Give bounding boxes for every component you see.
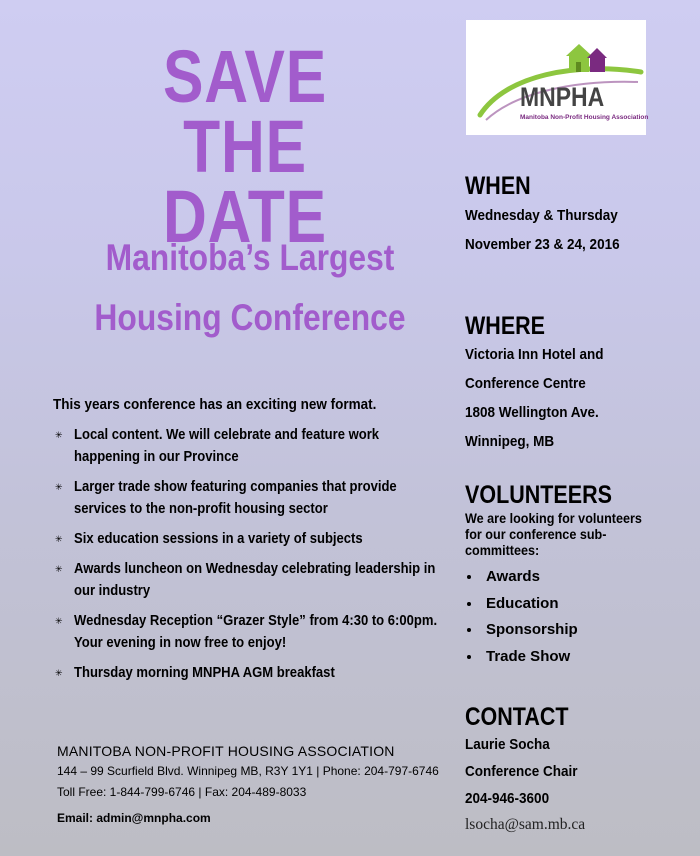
- footer-organization: MANITOBA NON-PROFIT HOUSING ASSOCIATION: [57, 743, 395, 759]
- bullet-icon: [467, 628, 471, 632]
- bullet-icon: [467, 575, 471, 579]
- bullet-icon: [467, 655, 471, 659]
- star-bullet-icon: ✳: [55, 430, 63, 440]
- star-bullet-icon: ✳: [55, 616, 63, 626]
- volunteers-text-2: for our conference sub-: [465, 526, 607, 542]
- list-item: ✳ Six education sessions in a variety of subjects: [55, 531, 363, 547]
- volunteers-section: [465, 481, 695, 670]
- when-heading: WHEN: [465, 172, 531, 200]
- list-item: ✳ Wednesday Reception “Grazer Style” from 4:30 to 6:00pm. Your evening in now free to enjoy!: [55, 613, 438, 651]
- volunteers-text-3: committees:: [465, 542, 540, 558]
- contact-role: Conference Chair: [465, 763, 578, 780]
- where-city: Winnipeg, MB: [465, 433, 555, 450]
- star-bullet-icon: ✳: [55, 482, 63, 492]
- contact-email-link[interactable]: lsocha@sam.mb.ca: [465, 816, 586, 833]
- mnpha-logo: [466, 20, 649, 135]
- list-item: Trade Show: [465, 644, 695, 671]
- headline-line-2: DATE: [163, 175, 327, 258]
- subtitle-line-2: Housing Conference: [94, 297, 406, 338]
- footer-toll-free: Toll Free: 1-844-799-6746 | Fax: 204-489-8033: [57, 785, 307, 799]
- contact-section: [465, 703, 695, 838]
- subtitle-line-1: Manitoba’s Largest: [105, 237, 395, 278]
- star-bullet-icon: ✳: [55, 564, 63, 574]
- list-item: Education: [465, 591, 695, 618]
- volunteers-text-1: We are looking for volunteers: [465, 510, 642, 526]
- save-the-date-heading: [110, 35, 381, 258]
- list-item: ✳ Larger trade show featuring companies that provide services to the non-profit housing sector: [55, 479, 397, 517]
- features-list: [55, 424, 450, 692]
- contact-phone: 204-946-3600: [465, 790, 550, 807]
- volunteers-heading: VOLUNTEERS: [465, 481, 612, 509]
- list-item: ✳ Awards luncheon on Wednesday celebrating leadership in our industry: [55, 561, 436, 599]
- where-venue: Victoria Inn Hotel and: [465, 346, 604, 363]
- where-address: 1808 Wellington Ave.: [465, 404, 599, 421]
- list-item: Awards: [465, 564, 695, 591]
- conference-subtitle: [69, 228, 430, 348]
- star-bullet-icon: ✳: [55, 534, 63, 544]
- contact-heading: CONTACT: [465, 703, 569, 731]
- volunteer-committees-list: [465, 564, 695, 670]
- star-bullet-icon: ✳: [55, 668, 63, 678]
- logo-tagline: Manitoba Non-Profit Housing Association: [520, 114, 649, 121]
- where-heading: WHERE: [465, 312, 546, 340]
- format-intro: This years conference has an exciting new format.: [53, 396, 377, 413]
- list-item: ✳ Thursday morning MNPHA AGM breakfast: [55, 665, 335, 681]
- list-item: ✳ Local content. We will celebrate and feature work happening in our Province: [55, 427, 380, 465]
- when-dates: November 23 & 24, 2016: [465, 236, 620, 253]
- headline-line-1: SAVE THE: [162, 35, 328, 188]
- logo-wordmark: MNPHA: [520, 82, 605, 112]
- where-venue-2: Conference Centre: [465, 375, 586, 392]
- bullet-icon: [467, 602, 471, 606]
- when-days: Wednesday & Thursday: [465, 207, 618, 224]
- when-section: [465, 172, 695, 259]
- footer-email[interactable]: Email: admin@mnpha.com: [57, 811, 211, 825]
- contact-name: Laurie Socha: [465, 736, 550, 753]
- list-item: Sponsorship: [465, 617, 695, 644]
- footer-address: 144 – 99 Scurfield Blvd. Winnipeg MB, R3Y 1Y1 | Phone: 204-797-6746: [57, 764, 439, 778]
- where-section: [465, 312, 695, 456]
